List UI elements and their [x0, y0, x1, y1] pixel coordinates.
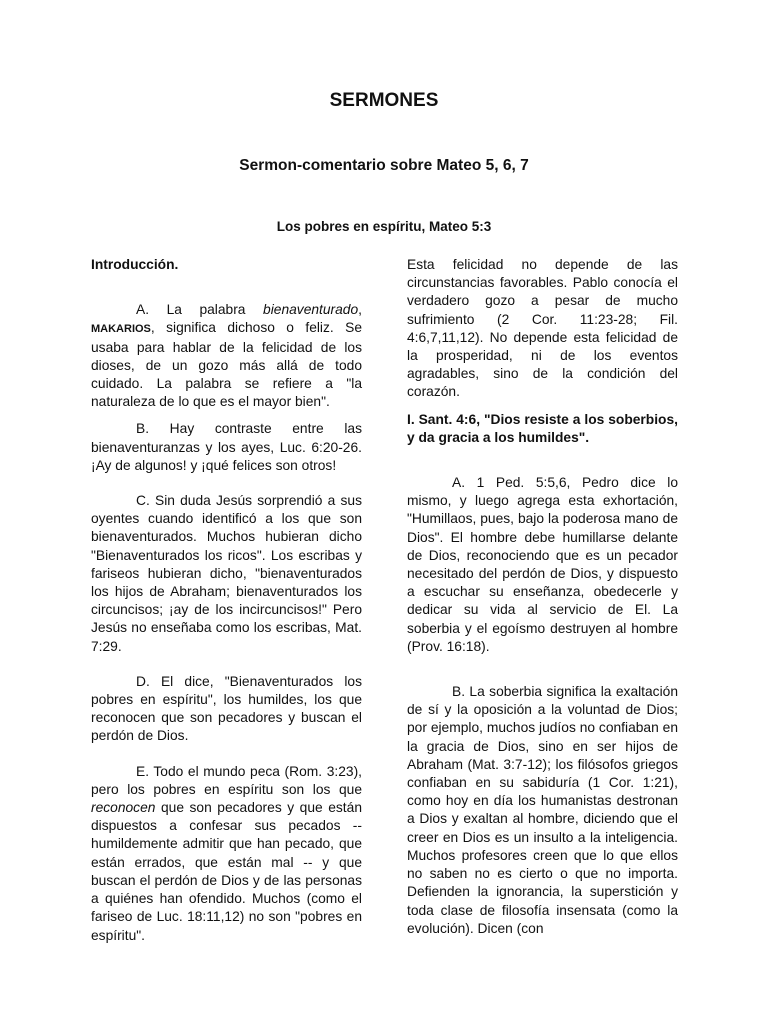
document-title: SERMONES	[329, 90, 439, 111]
paragraph-i-b: B. La soberbia significa la exaltación de sí y la oposición a la voluntad de Dios; por ejemplo, muchos judíos no confiaban en la gracia de Dios, sino en ser hijos de Abraham (Mat. 3:7-12); los filósofos griegos confiaban en su sabiduría (1 Cor. 1:21), como hoy en día los humanistas destronan a Dios y exaltan al hombre, diciendo que el creer en Dios es un insulto a la inteligencia. Muchos profesores creen que lo que ellos no saben no es cierto o que no importa. Defienden la ignorancia, la superstición y toda clase de filosofía insensata (como la evolución). Dicen (con	[407, 684, 678, 936]
paragraph-d: D. El dice, "Bienaventurados los pobres en espíritu", los humildes, los que reconocen que son pecadores y buscan el perdón de Dios.	[91, 673, 362, 744]
paragraph-e-prefix: E. Todo el mundo peca (Rom. 3:23), pero los pobres en espíritu son los que	[91, 763, 362, 797]
paragraph-e	[91, 763, 362, 945]
paragraph-a-term: MAKARIOS	[91, 323, 151, 336]
paragraph-b: B. Hay contraste entre las bienaventuranzas y los ayes, Luc. 6:20-26. ¡Ay de algunos! y ¡qué felices son otros!	[91, 421, 362, 473]
heading-i: I. Sant. 4:6, "Dios resiste a los soberbios, y da gracia a los humildes".	[407, 411, 678, 445]
left-column	[91, 256, 362, 945]
section-title: Los pobres en espíritu, Mateo 5:3	[276, 219, 492, 234]
paragraph-i-a: A. 1 Ped. 5:5,6, Pedro dice lo mismo, y luego agrega esta exhortación, "Humillaos, pues, bajo la poderosa mano de Dios". El hombre debe humillarse delante de Dios, reconociendo que es un pecador necesitado del perdón de Dios, y dispuesto a escuchar su enseñanza, obedecerle y dedicar su vida al servicio de El. La soberbia y el egoísmo destruyen al hombre (Prov. 16:18).	[407, 475, 678, 654]
paragraph-a-prefix: A. La palabra	[136, 302, 264, 318]
paragraph-e-rest: que son pecadores y que están dispuestos a confesar sus pecados -- humildemente admitir que han pecado, que están errados, que están mal -- y que buscan el perdón de Dios y de las personas a quiénes han ofendido. Muchos (como el fariseo de Luc. 18:11,12) no son "pobres en espíritu".	[91, 800, 362, 943]
paragraph-a-comma: ,	[358, 302, 362, 318]
intro-heading: Introducción.	[91, 257, 179, 272]
paragraph-a-italic: bienaventurado	[263, 302, 359, 318]
paragraph-e-italic: reconocen	[91, 800, 156, 816]
right-column	[407, 256, 678, 938]
paragraph-continuation: Esta felicidad no depende de las circunstancias favorables. Pablo conocía el verdadero gozo a pesar de mucho sufrimiento (2 Cor. 11:23-28; Fil. 4:6,7,11,12). No depende esta felicidad de la prosperidad, ni de los eventos agradables, sino de la condición del corazón.	[407, 257, 678, 400]
document-subtitle: Sermon-comentario sobre Mateo 5, 6, 7	[239, 157, 529, 174]
paragraph-c: C. Sin duda Jesús sorprendió a sus oyentes cuando identificó a los que son bienaventurados. Muchos hubieran dicho "Bienaventurados los ricos". Los escribas y fariseos hubieran dicho, "bienaventurados los hijos de Abraham; bienaventurados los circuncisos; ¡ay de los incircuncisos!" Pero Jesús no enseñaba como los escribas, Mat. 7:29.	[91, 493, 362, 654]
paragraph-a	[91, 301, 362, 411]
paragraph-a-rest: , significa dichoso o feliz. Se usaba para hablar de la felicidad de los dioses, de un gozo más allá de todo cuidado. La palabra se refiere a "la naturaleza de lo que es el mayor bien".	[91, 320, 362, 410]
